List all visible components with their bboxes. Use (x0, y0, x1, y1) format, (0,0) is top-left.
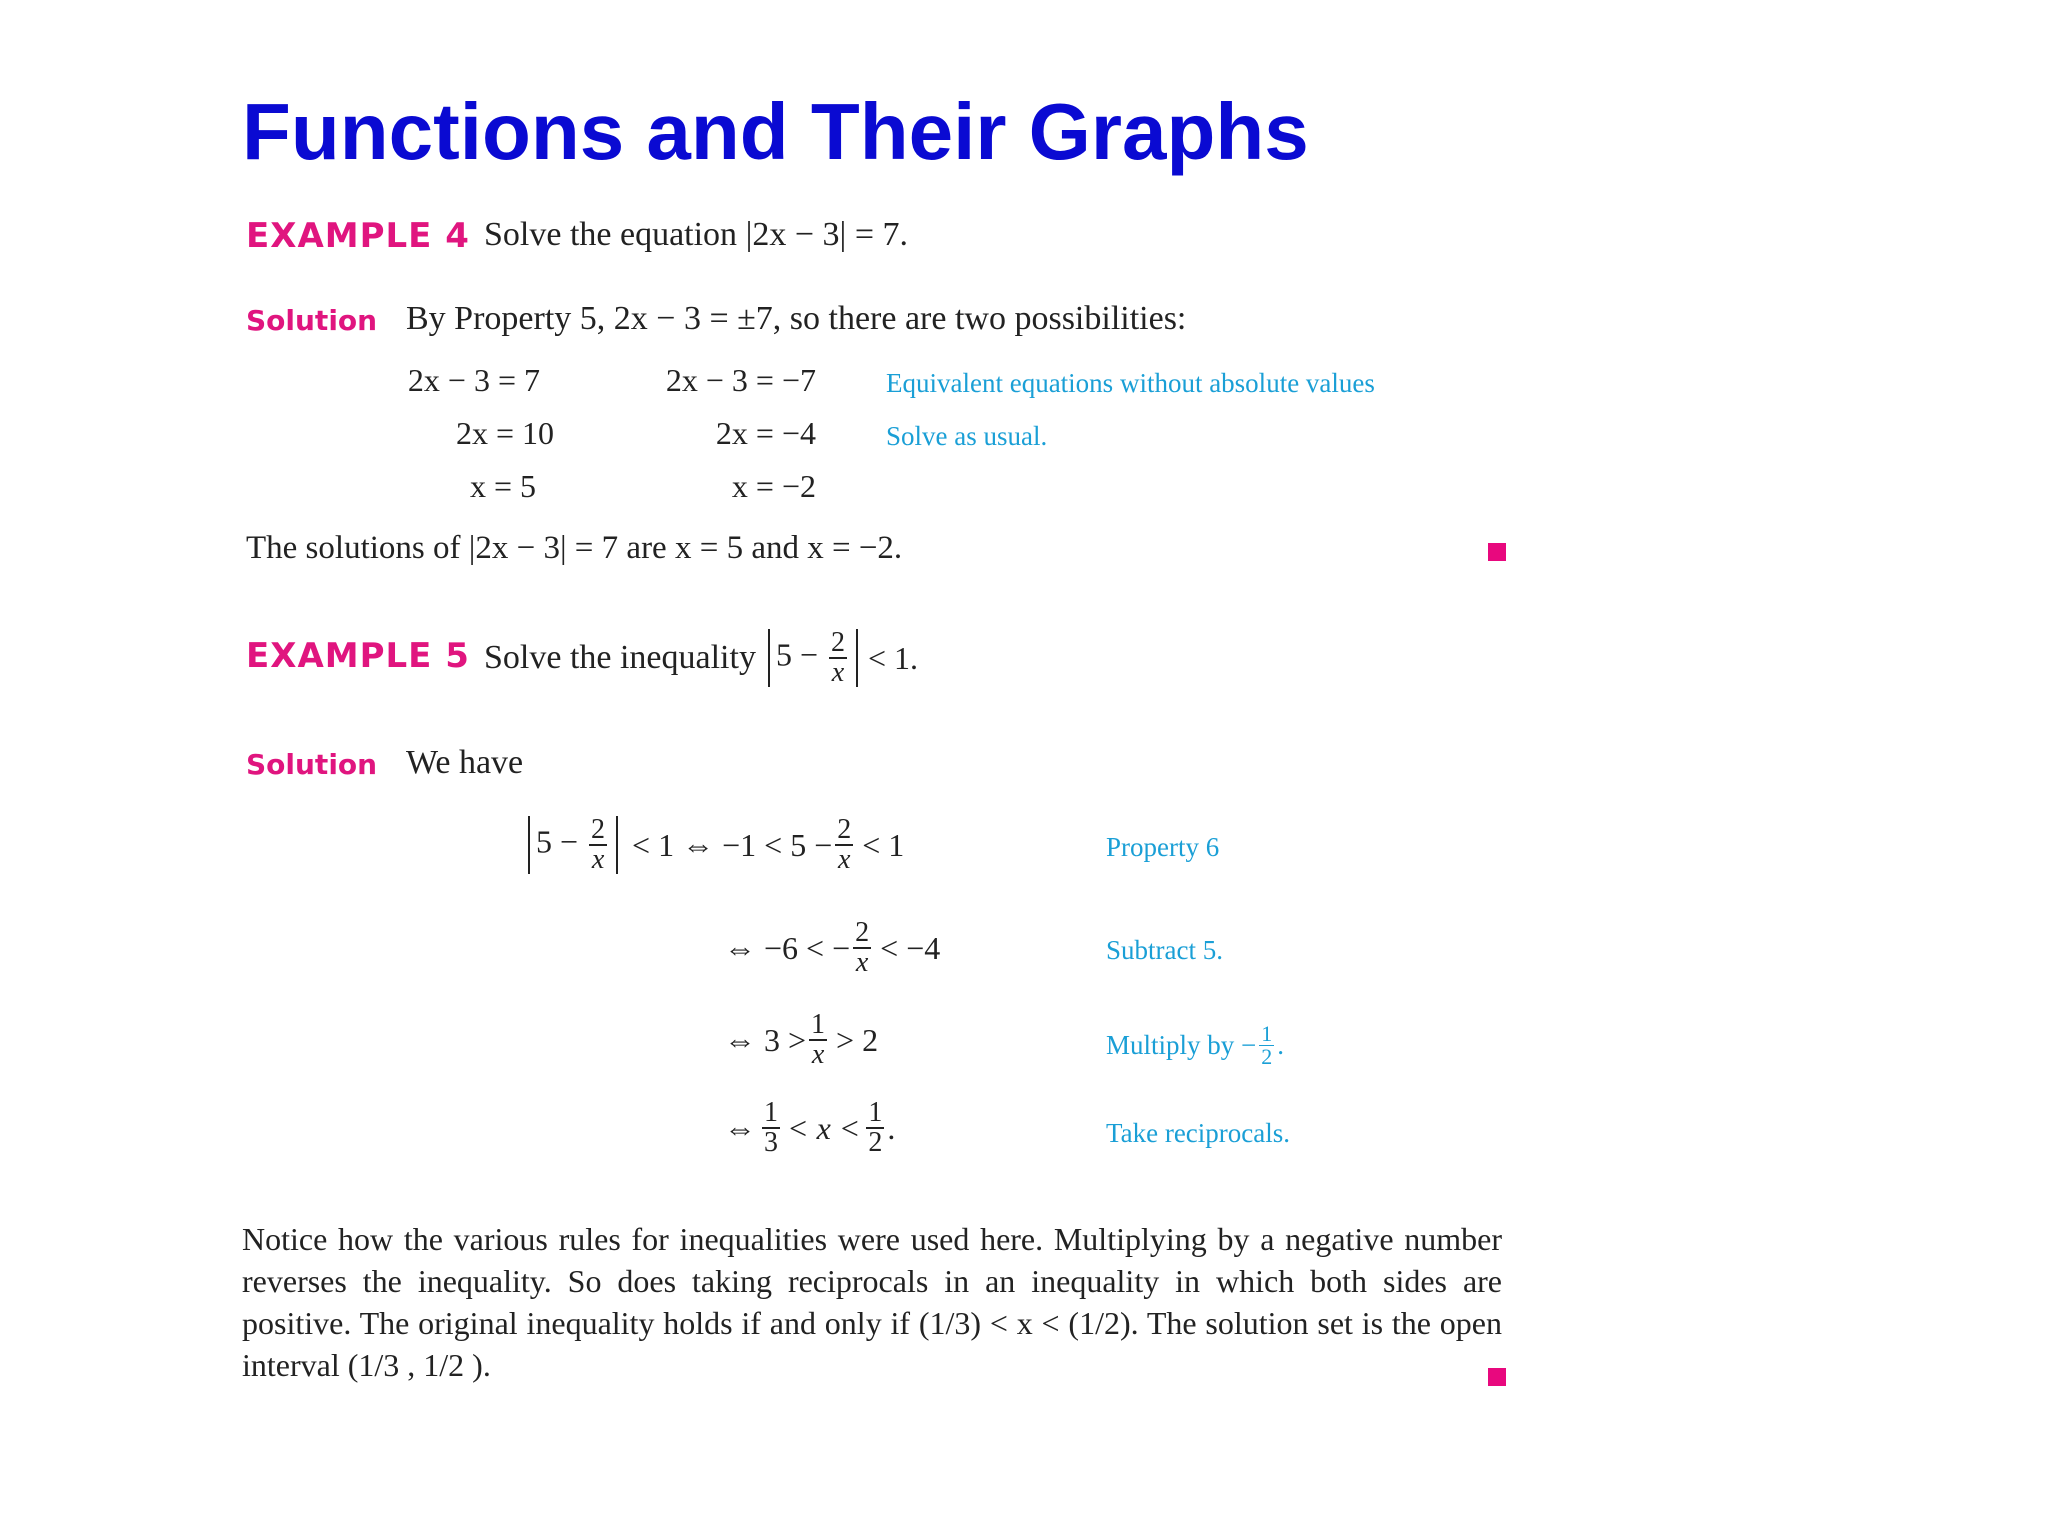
example-4-left-step-3: x = 5 (469, 468, 536, 504)
expression-text: < −4 (880, 929, 941, 966)
denominator: 2 (868, 1127, 883, 1158)
closing-paragraph: Notice how the various rules for inequalities were used here. Multiplying by a negative number reverses the inequality. So does taking reciprocals in an inequality in which both sides are positive. The original inequality holds if and only if (1/3) < x < (1/2). The solution set is the open interval (1/3 , 1/2 ). (242, 1221, 1502, 1383)
end-of-proof-marker (1488, 543, 1506, 561)
denominator: x (831, 657, 845, 688)
numerator: 1 (811, 1009, 826, 1040)
fraction-1-over-2 (1259, 1020, 1274, 1069)
example-4-solution-label: Solution (246, 304, 378, 337)
example-4-prompt-text: Solve the equation (484, 216, 738, 253)
example-4-prompt (484, 216, 908, 254)
expression-text: −6 < − (764, 929, 851, 966)
example-5-step-1 (528, 805, 904, 885)
period: . (887, 1109, 896, 1146)
example-5-step-4 (724, 1088, 895, 1168)
numerator: 2 (837, 814, 852, 845)
numerator: 2 (591, 814, 606, 845)
example-5-step-2 (724, 908, 940, 988)
iff-symbol: ⇔ (682, 826, 715, 863)
example-5-note-2: Subtract 5. (1106, 935, 1223, 965)
iff-symbol: ⇔ (724, 929, 756, 966)
example-4-right-step-3: x = −2 (731, 468, 816, 504)
end-of-proof-marker (1488, 1368, 1506, 1386)
example-4-conclusion: The solutions of |2x − 3| = 7 are x = 5 and x = −2. (246, 530, 903, 566)
example-4-left-step-2: 2x = 10 (455, 415, 554, 451)
number: 5 (775, 636, 792, 673)
period: . (1277, 1029, 1284, 1060)
page-title: Functions and Their Graphs (242, 87, 1309, 176)
example-5-prompt (484, 618, 918, 698)
abs-expression (528, 816, 618, 874)
example-5-note-4: Take reciprocals. (1106, 1118, 1291, 1148)
example-5-solution-intro: We have (406, 744, 524, 781)
example-4-equation: |2x − 3| = 7. (745, 216, 909, 253)
expression-text: > 2 (836, 1021, 879, 1058)
minus-sign: − (799, 636, 818, 673)
example-5-note-1: Property 6 (1106, 832, 1220, 862)
denominator: 2 (1261, 1043, 1273, 1069)
denominator: x (855, 947, 869, 978)
example-4-note-2: Solve as usual. (886, 421, 1048, 451)
example-4-solution-intro: By Property 5, 2x − 3 = ±7, so there are two possibilities: (406, 300, 1187, 337)
note-text: Multiply by − (1106, 1029, 1257, 1060)
fraction-2-over-x (853, 919, 871, 977)
numerator: 1 (764, 1097, 778, 1128)
fraction-2-over-x (835, 816, 853, 874)
denominator: 3 (764, 1127, 778, 1158)
example-5-prompt-text: Solve the inequality (484, 639, 756, 676)
fraction-1-over-x (809, 1011, 827, 1069)
less-than-one: < 1 (632, 826, 675, 863)
denominator: x (838, 844, 851, 875)
numerator: 2 (831, 627, 845, 658)
example-4-label: EXAMPLE 4 (246, 216, 470, 256)
denominator: x (591, 844, 605, 875)
example-4-left-step-1: 2x − 3 = 7 (407, 362, 540, 398)
minus-sign: − (560, 823, 579, 860)
example-5-step-3 (724, 1000, 878, 1080)
fraction-2-over-x (589, 816, 607, 874)
number: 5 (536, 823, 552, 860)
denominator: x (811, 1039, 825, 1070)
expression-text: −1 < 5 − (722, 826, 833, 863)
inequality-rhs: < 1. (868, 639, 919, 676)
abs-expression (768, 629, 858, 687)
example-4-right-step-2: 2x = −4 (715, 415, 816, 451)
example-5-label: EXAMPLE 5 (246, 636, 470, 676)
fraction-1-over-2 (866, 1099, 884, 1157)
numerator: 1 (868, 1097, 883, 1128)
fraction-2-over-x (829, 629, 847, 687)
less-than-one: < 1 (862, 826, 905, 863)
numerator: 2 (855, 917, 870, 948)
numerator: 1 (1261, 1020, 1273, 1046)
example-5-solution-label: Solution (246, 748, 378, 781)
example-5-note-3 (1106, 1010, 1284, 1080)
fraction-1-over-3 (762, 1099, 780, 1157)
iff-symbol: ⇔ (724, 1021, 756, 1058)
example-4-note-1: Equivalent equations without absolute values (886, 368, 1375, 398)
iff-symbol: ⇔ (724, 1109, 756, 1146)
expression-text: < x < (787, 1109, 861, 1146)
example-4-right-step-1: 2x − 3 = −7 (665, 362, 816, 398)
expression-text: 3 > (764, 1021, 807, 1058)
